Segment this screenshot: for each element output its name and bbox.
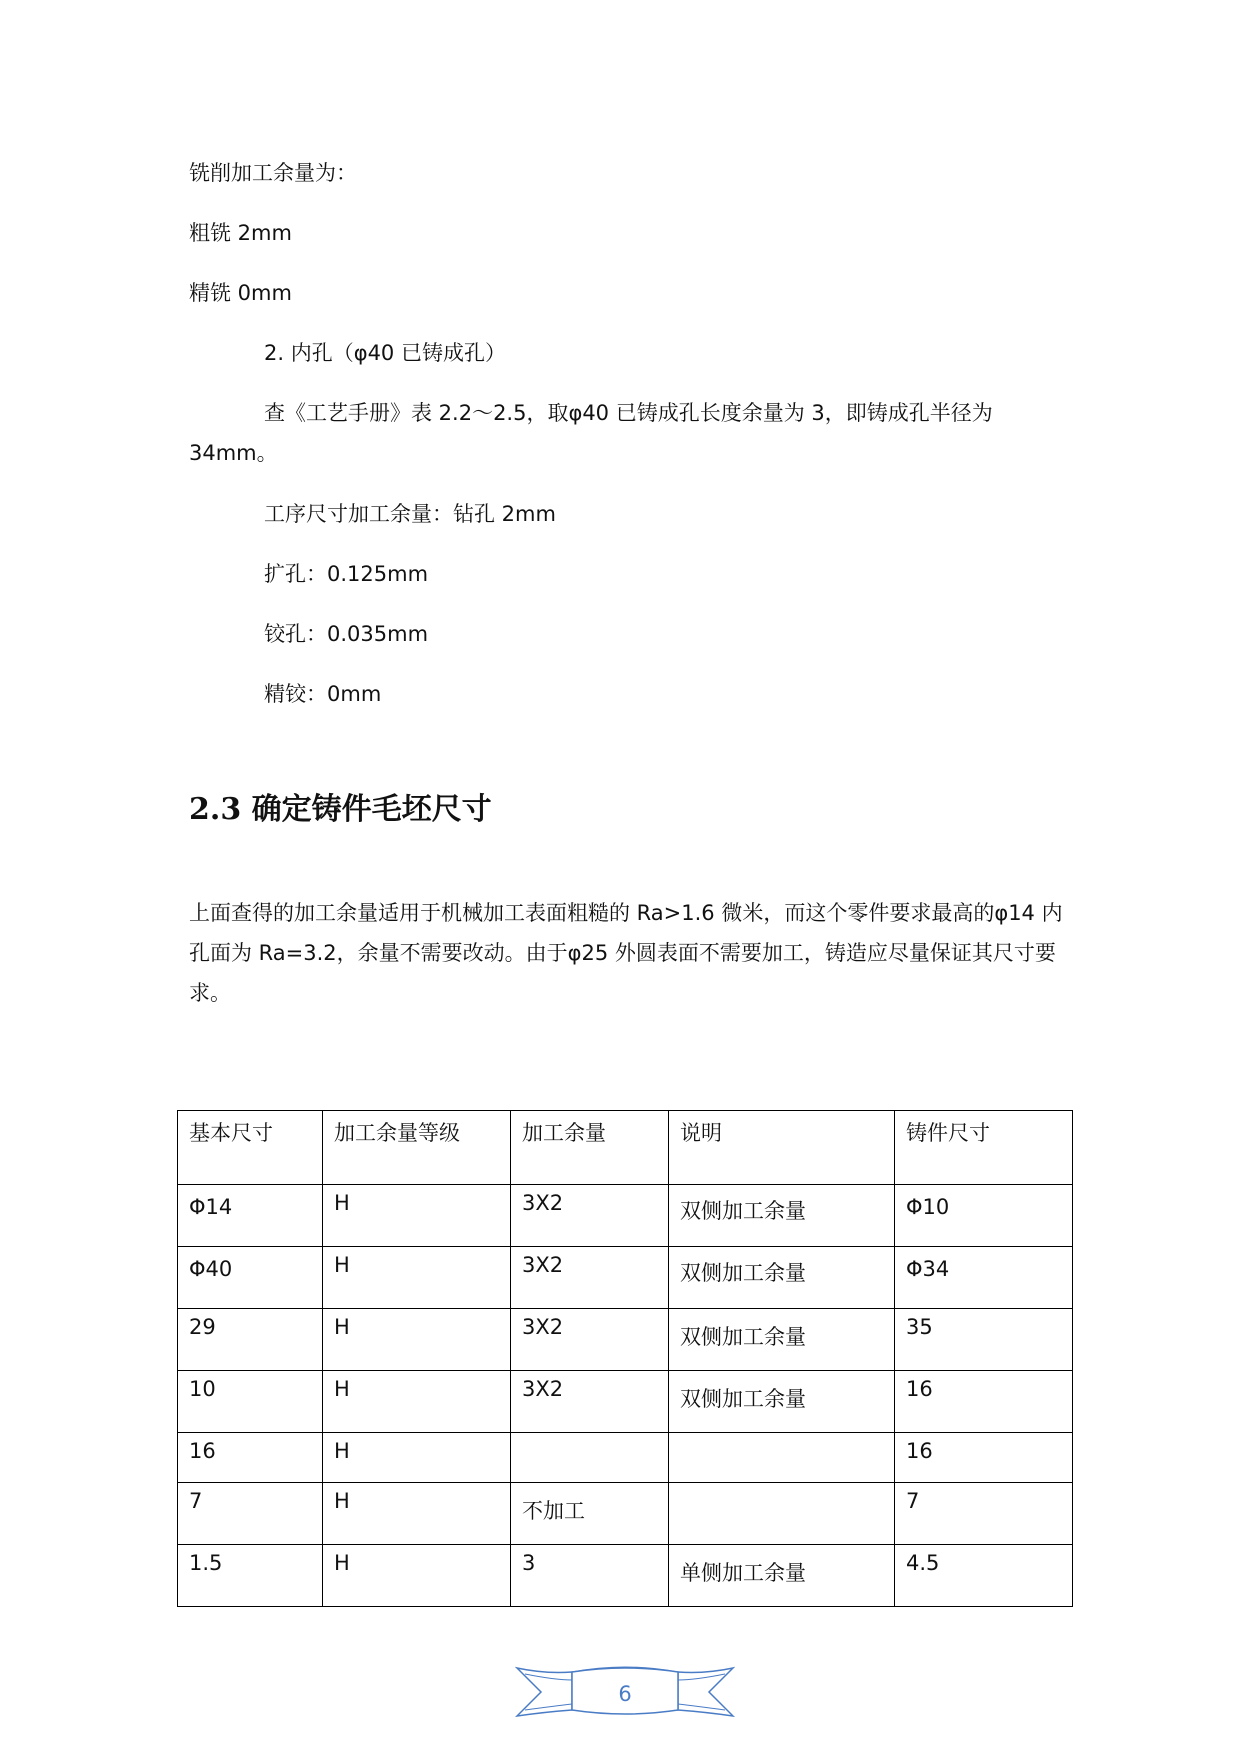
table-cell: 单侧加工余量 xyxy=(669,1545,895,1607)
manual-lookup-paragraph: 查《工艺手册》表 2.2～2.5，取φ40 已铸成孔长度余量为 3，即铸成孔半径为 34mm。 xyxy=(189,401,993,465)
table-row xyxy=(178,1371,1073,1433)
table-cell: 3X2 xyxy=(511,1185,669,1247)
table-row xyxy=(178,1247,1073,1309)
table-cell: H xyxy=(323,1185,511,1247)
inner-hole-title: 2. 内孔（φ40 已铸成孔） xyxy=(264,341,506,365)
table-cell: 1.5 xyxy=(178,1545,323,1607)
table-cell: H xyxy=(323,1483,511,1545)
section-paragraph: 上面查得的加工余量适用于机械加工表面粗糙的 Ra>1.6 微米，而这个零件要求最高的φ14 内孔面为 Ra=3.2，余量不需要改动。由于φ25 外圆表面不需要加工，铸造应尽量保证其尺寸要求。 xyxy=(189,901,1063,1005)
table-cell: 不加工 xyxy=(511,1483,669,1545)
table-cell xyxy=(669,1433,895,1483)
table-cell: 3X2 xyxy=(511,1371,669,1433)
header-cell: 基本尺寸 xyxy=(178,1111,323,1185)
table-cell xyxy=(511,1433,669,1483)
table-cell: 3 xyxy=(511,1545,669,1607)
header-cell: 加工余量等级 xyxy=(323,1111,511,1185)
process-allowance-line: 工序尺寸加工余量：钻孔 2mm xyxy=(264,502,556,526)
table-cell: H xyxy=(323,1371,511,1433)
table-cell: 双侧加工余量 xyxy=(669,1371,895,1433)
table-cell: 3X2 xyxy=(511,1247,669,1309)
table-cell: H xyxy=(323,1309,511,1371)
table-cell: 7 xyxy=(895,1483,1073,1545)
table-cell: 10 xyxy=(178,1371,323,1433)
fine-reaming-line: 精铰：0mm xyxy=(264,682,382,706)
table-cell: Φ34 xyxy=(895,1247,1073,1309)
table-cell: 3X2 xyxy=(511,1309,669,1371)
table-cell: 35 xyxy=(895,1309,1073,1371)
table-row xyxy=(178,1483,1073,1545)
table-row xyxy=(178,1185,1073,1247)
casting-dimension-table xyxy=(177,1110,1073,1607)
table-row xyxy=(178,1433,1073,1483)
milling-allowance-title: 铣削加工余量为： xyxy=(189,161,357,185)
table-cell: H xyxy=(323,1545,511,1607)
table-cell xyxy=(669,1483,895,1545)
table-header-row xyxy=(178,1111,1073,1185)
header-cell: 铸件尺寸 xyxy=(895,1111,1073,1185)
expand-reaming-line: 扩孔：0.125mm xyxy=(264,562,429,586)
table-cell: Φ14 xyxy=(178,1185,323,1247)
table-cell: 双侧加工余量 xyxy=(669,1185,895,1247)
table-cell: H xyxy=(323,1247,511,1309)
rough-milling-line: 粗铣 2mm xyxy=(189,221,292,245)
table-cell: 16 xyxy=(895,1371,1073,1433)
finish-milling-line: 精铣 0mm xyxy=(189,281,292,305)
table-cell: 双侧加工余量 xyxy=(669,1247,895,1309)
table-cell: 4.5 xyxy=(895,1545,1073,1607)
table-cell: 16 xyxy=(895,1433,1073,1483)
table-cell: Φ40 xyxy=(178,1247,323,1309)
table-row xyxy=(178,1545,1073,1607)
table-cell: 双侧加工余量 xyxy=(669,1309,895,1371)
page-number: 6 xyxy=(618,1682,632,1706)
table-cell: Φ10 xyxy=(895,1185,1073,1247)
header-cell: 说明 xyxy=(669,1111,895,1185)
table-cell: 7 xyxy=(178,1483,323,1545)
table-cell: 29 xyxy=(178,1309,323,1371)
table-cell: 16 xyxy=(178,1433,323,1483)
header-cell: 加工余量 xyxy=(511,1111,669,1185)
reaming-line: 铰孔：0.035mm xyxy=(264,622,429,646)
section-heading: 2.3 确定铸件毛坯尺寸 xyxy=(189,792,492,827)
table-cell: H xyxy=(323,1433,511,1483)
table-row xyxy=(178,1309,1073,1371)
